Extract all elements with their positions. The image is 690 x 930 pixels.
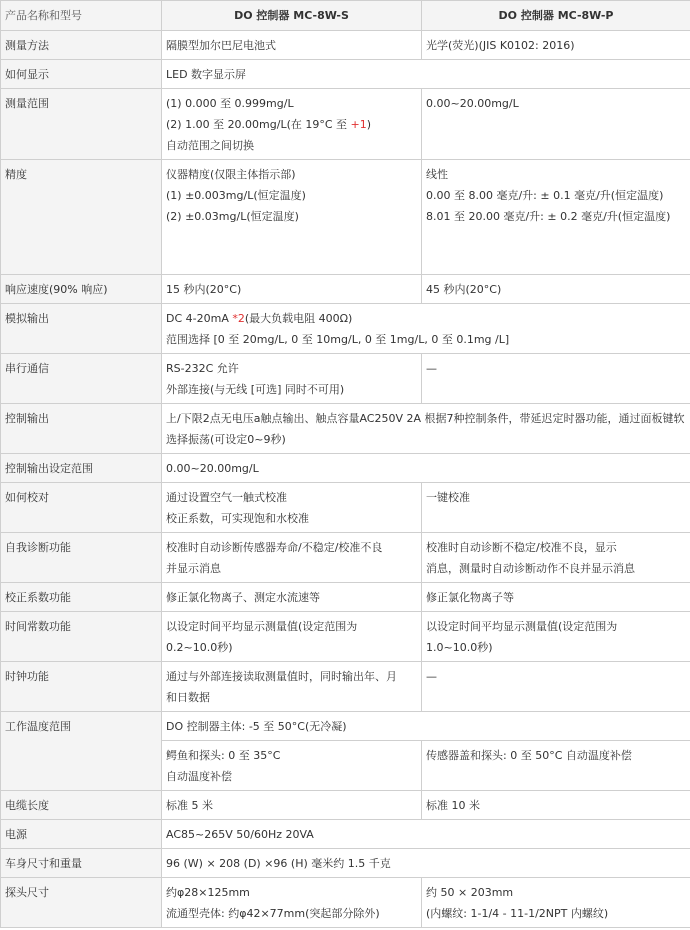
timeconst-s-line2: 0.2~10.0秒) xyxy=(166,641,233,654)
analog-line2: 范围选择 [0 至 20mg/L, 0 至 10mg/L, 0 至 1mg/L, 0 至 0.1mg /L] xyxy=(166,333,510,346)
label-size: 车身尺寸和重量 xyxy=(1,849,162,878)
probe-p-line2: (内螺纹: 1-1/4 - 11-1/2NPT 内螺纹) xyxy=(426,907,609,920)
timeconst-p xyxy=(422,612,690,662)
optemp-both: DO 控制器主体: -5 至 50°C(无冷凝) xyxy=(162,712,690,741)
accuracy-s-line1: 仪器精度(仅限主体指示部) xyxy=(166,168,296,181)
row-control xyxy=(1,404,690,454)
calibration-s-line1: 通过设置空气一触式校准 xyxy=(166,491,287,504)
row-calibration xyxy=(1,483,690,533)
analog-line1-note: (最大负载电阻 400Ω) xyxy=(244,312,353,325)
label-selfdiag: 自我诊断功能 xyxy=(1,533,162,583)
serial-s-line2: 外部连接(与无线 [可选] 同时不可用) xyxy=(166,383,345,396)
label-method: 测量方法 xyxy=(1,31,162,60)
accuracy-p-line2: 0.00 至 8.00 毫克/升: ± 0.1 毫克/升(恒定温度) xyxy=(426,189,664,202)
clock-s-line2: 和日数据 xyxy=(166,691,210,704)
label-control-range: 控制输出设定范围 xyxy=(1,454,162,483)
range-s-line2-highlight: +1 xyxy=(350,118,367,131)
label-control: 控制输出 xyxy=(1,404,162,454)
row-cable xyxy=(1,791,690,820)
range-s xyxy=(162,89,422,160)
header-model-s: DO 控制器 MC-8W-S xyxy=(162,1,422,31)
serial-s-line1: RS-232C 允许 xyxy=(166,362,239,375)
optemp-s-line2: 自动温度补偿 xyxy=(166,770,232,783)
probe-p xyxy=(422,878,690,928)
accuracy-p xyxy=(422,160,690,275)
label-probe: 探头尺寸 xyxy=(1,878,162,928)
header-model-p: DO 控制器 MC-8W-P xyxy=(422,1,690,31)
size-both: 96 (W) × 208 (D) ×96 (H) 毫米约 1.5 千克 xyxy=(162,849,690,878)
accuracy-p-line3: 8.01 至 20.00 毫克/升: ± 0.2 毫克/升(恒定温度) xyxy=(426,210,671,223)
analog-line1-text: DC 4-20mA xyxy=(166,312,233,325)
clock-s xyxy=(162,662,422,712)
label-cable: 电缆长度 xyxy=(1,791,162,820)
range-s-line2 xyxy=(166,114,417,135)
range-s-line2-text: (2) 1.00 至 20.00mg/L(在 19°C 至 xyxy=(166,118,351,131)
row-probe xyxy=(1,878,690,928)
label-power: 电源 xyxy=(1,820,162,849)
probe-s xyxy=(162,878,422,928)
label-timeconst: 时间常数功能 xyxy=(1,612,162,662)
label-serial: 串行通信 xyxy=(1,354,162,404)
accuracy-p-line1: 线性 xyxy=(426,168,448,181)
selfdiag-p-line2: 消息，测量时自动诊断动作不良并显示消息 xyxy=(426,562,635,575)
range-s-line1: (1) 0.000 至 0.999mg/L xyxy=(166,97,294,110)
serial-s xyxy=(162,354,422,404)
clock-s-line1: 通过与外部连接读取测量值时，同时输出年、月 xyxy=(166,670,397,683)
row-size xyxy=(1,849,690,878)
optemp-s-line1: 鳄鱼和探头: 0 至 35°C xyxy=(166,749,281,762)
row-accuracy xyxy=(1,160,690,275)
range-p: 0.00~20.00mg/L xyxy=(422,89,690,160)
serial-p: — xyxy=(422,354,690,404)
label-response: 响应速度(90% 响应) xyxy=(1,275,162,304)
display-both: LED 数字显示屏 xyxy=(162,60,690,89)
analog-line1-highlight: *2 xyxy=(232,312,245,325)
row-selfdiag xyxy=(1,533,690,583)
label-clock: 时钟功能 xyxy=(1,662,162,712)
correction-p: 修正氯化物离子等 xyxy=(422,583,690,612)
selfdiag-p xyxy=(422,533,690,583)
label-analog: 模拟输出 xyxy=(1,304,162,354)
probe-p-line1: 约 50 × 203mm xyxy=(426,886,514,899)
control-both: 上/下限2点无电压a触点输出、触点容量AC250V 2A 根据7种控制条件，带延迟定时器功能，通过面板键软选择振荡(可设定0~9秒) xyxy=(162,404,690,454)
label-range: 测量范围 xyxy=(1,89,162,160)
selfdiag-s-line2: 并显示消息 xyxy=(166,562,221,575)
analog-both xyxy=(162,304,690,354)
optemp-s xyxy=(162,741,422,791)
timeconst-p-line1: 以设定时间平均显示测量值(设定范围为 xyxy=(426,620,618,633)
probe-s-line2: 流通型壳体: 约φ42×77mm(突起部分除外) xyxy=(166,907,380,920)
row-range xyxy=(1,89,690,160)
label-display: 如何显示 xyxy=(1,60,162,89)
power-both: AC85~265V 50/60Hz 20VA xyxy=(162,820,690,849)
label-accuracy: 精度 xyxy=(1,160,162,275)
accuracy-s-line2: (1) ±0.003mg/L(恒定温度) xyxy=(166,189,306,202)
row-serial xyxy=(1,354,690,404)
label-optemp: 工作温度范围 xyxy=(1,712,162,791)
row-timeconst xyxy=(1,612,690,662)
timeconst-p-line2: 1.0~10.0秒) xyxy=(426,641,493,654)
label-correction: 校正系数功能 xyxy=(1,583,162,612)
label-calibration: 如何校对 xyxy=(1,483,162,533)
timeconst-s-line1: 以设定时间平均显示测量值(设定范围为 xyxy=(166,620,358,633)
calibration-s-line2: 校正系数，可实现饱和水校准 xyxy=(166,512,309,525)
method-p: 光学(荧光)(JIS K0102: 2016) xyxy=(422,31,690,60)
row-power xyxy=(1,820,690,849)
range-s-line3: 自动范围之间切换 xyxy=(166,139,254,152)
accuracy-s-line3: (2) ±0.03mg/L(恒定温度) xyxy=(166,210,299,223)
clock-p: — xyxy=(422,662,690,712)
optemp-p: 传感器盖和探头: 0 至 50°C 自动温度补偿 xyxy=(422,741,690,791)
row-display xyxy=(1,60,690,89)
row-response xyxy=(1,275,690,304)
calibration-s xyxy=(162,483,422,533)
selfdiag-p-line1: 校准时自动诊断不稳定/校准不良，显示 xyxy=(426,541,617,554)
row-method xyxy=(1,31,690,60)
selfdiag-s xyxy=(162,533,422,583)
selfdiag-s-line1: 校准时自动诊断传感器寿命/不稳定/校准不良 xyxy=(166,541,383,554)
cable-s: 标准 5 米 xyxy=(162,791,422,820)
accuracy-s xyxy=(162,160,422,275)
correction-s: 修正氯化物离子、测定水流速等 xyxy=(162,583,422,612)
row-control-range xyxy=(1,454,690,483)
probe-s-line1: 约φ28×125mm xyxy=(166,886,250,899)
timeconst-s xyxy=(162,612,422,662)
calibration-p: 一键校准 xyxy=(422,483,690,533)
row-analog xyxy=(1,304,690,354)
cable-p: 标准 10 米 xyxy=(422,791,690,820)
control-range-both: 0.00~20.00mg/L xyxy=(162,454,690,483)
method-s: 隔膜型加尔巴尼电池式 xyxy=(162,31,422,60)
header-row xyxy=(1,1,690,31)
row-optemp xyxy=(1,712,690,741)
response-p: 45 秒内(20°C) xyxy=(422,275,690,304)
row-clock xyxy=(1,662,690,712)
header-label: 产品名称和型号 xyxy=(1,1,162,31)
range-s-line2-close: ) xyxy=(366,118,372,131)
analog-line1 xyxy=(166,308,686,329)
response-s: 15 秒内(20°C) xyxy=(162,275,422,304)
row-correction xyxy=(1,583,690,612)
